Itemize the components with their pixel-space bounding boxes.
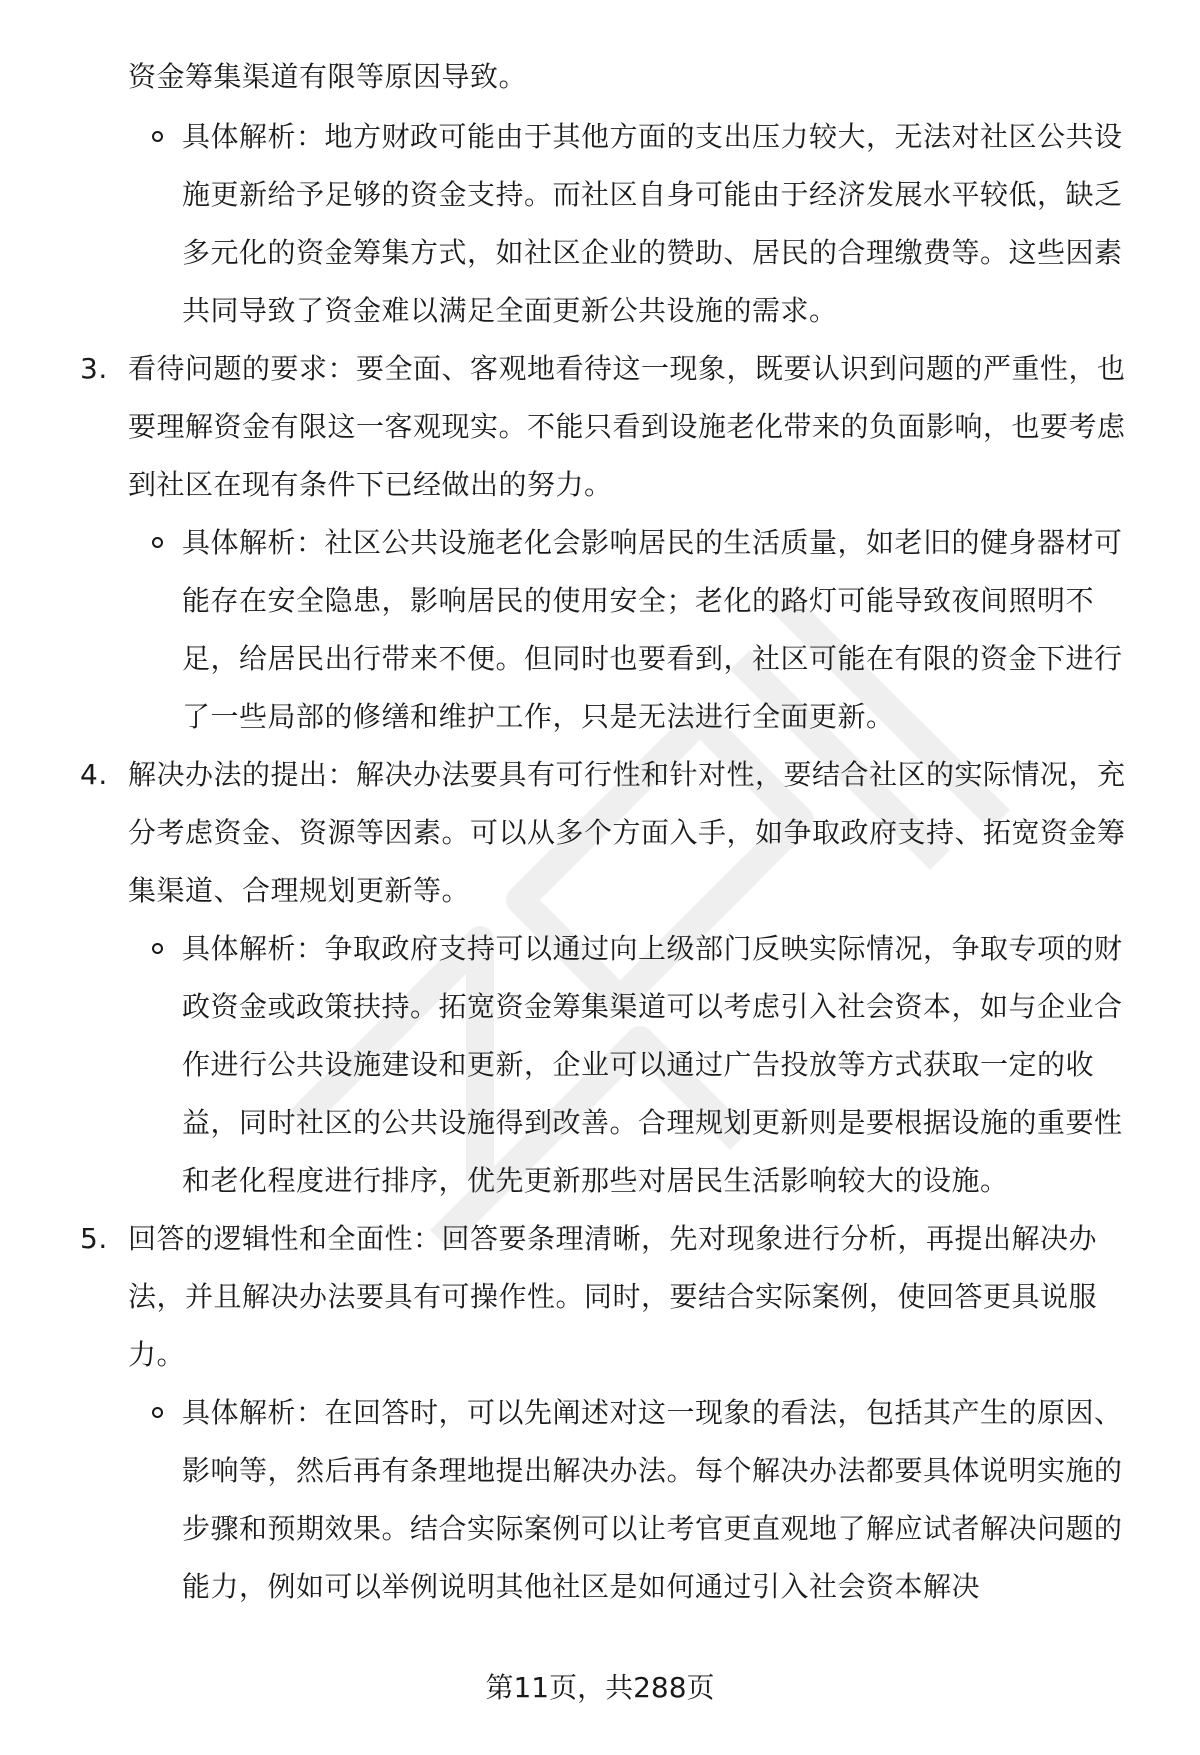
list-item-text: 解决办法的提出：解决办法要具有可行性和针对性，要结合社区的实际情况，充分考虑资金、资源等因素。可以从多个方面入手，如争取政府支持、拓宽资金筹集渠道、合理规划更新等。	[128, 758, 1126, 907]
continuation-paragraph: 资金筹集渠道有限等原因导致。	[128, 60, 528, 93]
sub-item-text: 具体解析：地方财政可能由于其他方面的支出压力较大，无法对社区公共设施更新给予足够的资金支持。而社区自身可能由于经济发展水平较低，缺乏多元化的资金筹集方式，如社区企业的赞助、居民的合理缴费等。这些因素共同导致了资金难以满足全面更新公共设施的需求。	[182, 120, 1123, 327]
list-number: 3.	[80, 352, 108, 385]
list-item-4	[80, 746, 1148, 920]
list-number: 5.	[80, 1222, 108, 1255]
page-footer: 第11页，共288页	[485, 1671, 715, 1704]
list-item-3	[80, 340, 1148, 514]
list-item-text: 回答的逻辑性和全面性：回答要条理清晰，先对现象进行分析，再提出解决办法，并且解决办法要具有可操作性。同时，要结合实际案例，使回答更具说服力。	[128, 1222, 1098, 1371]
hollow-bullet-icon	[152, 131, 163, 142]
continuation-sub-item	[182, 108, 1148, 340]
hollow-bullet-icon	[152, 537, 163, 548]
list-item-text: 看待问题的要求：要全面、客观地看待这一现象，既要认识到问题的严重性，也要理解资金有限这一客观现实。不能只看到设施老化带来的负面影响，也要考虑到社区在现有条件下已经做出的努力。	[128, 352, 1126, 501]
list-number: 4.	[80, 758, 108, 791]
hollow-bullet-icon	[152, 1407, 163, 1418]
document-body	[80, 48, 1148, 1616]
list-item-3-sub	[182, 514, 1148, 746]
list-item-5	[80, 1210, 1148, 1384]
sub-item-text: 具体解析：在回答时，可以先阐述对这一现象的看法，包括其产生的原因、影响等，然后再有条理地提出解决办法。每个解决办法都要具体说明实施的步骤和预期效果。结合实际案例可以让考官更直观地了解应试者解决问题的能力，例如可以举例说明其他社区是如何通过引入社会资本解决	[182, 1396, 1123, 1603]
list-item-4-sub	[182, 920, 1148, 1210]
sub-item-text: 具体解析：争取政府支持可以通过向上级部门反映实际情况，争取专项的财政资金或政策扶持。拓宽资金筹集渠道可以考虑引入社会资本，如与企业合作进行公共设施建设和更新，企业可以通过广告投放等方式获取一定的收益，同时社区的公共设施得到改善。合理规划更新则是要根据设施的重要性和老化程度进行排序，优先更新那些对居民生活影响较大的设施。	[182, 932, 1123, 1197]
sub-item-text: 具体解析：社区公共设施老化会影响居民的生活质量，如老旧的健身器材可能存在安全隐患，影响居民的使用安全；老化的路灯可能导致夜间照明不足，给居民出行带来不便。但同时也要看到，社区可能在有限的资金下进行了一些局部的修缮和维护工作，只是无法进行全面更新。	[182, 526, 1123, 733]
list-item-5-sub	[182, 1384, 1148, 1616]
hollow-bullet-icon	[152, 943, 163, 954]
